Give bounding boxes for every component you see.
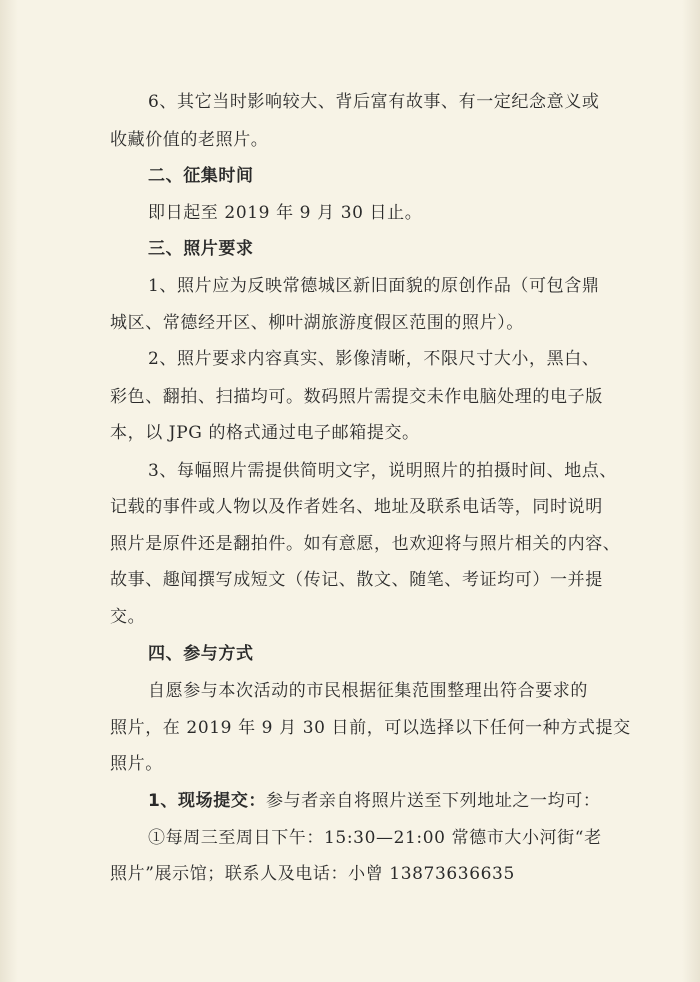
onsite-address-line1: ①每周三至周日下午：15:30—21:00 常德市大小河街“老: [148, 828, 602, 848]
para-item-6-line1: 6、其它当时影响较大、背后富有故事、有一定纪念意义或: [148, 92, 600, 112]
requirement-3-line3: 照片是原件还是翻拍件。如有意愿，也欢迎将与照片相关的内容、: [110, 534, 621, 554]
onsite-address-line2: 照片”展示馆；联系人及电话：小曾 13873636635: [110, 864, 515, 884]
requirement-2-line1: 2、照片要求内容真实、影像清晰，不限尺寸大小，黑白、: [148, 349, 600, 369]
requirement-3-line5: 交。: [110, 607, 146, 627]
onsite-submission-line: [148, 789, 600, 813]
participation-line1: 自愿参与本次活动的市民根据征集范围整理出符合要求的: [148, 681, 588, 701]
requirement-2-line2: 彩色、翻拍、扫描均可。数码照片需提交未作电脑处理的电子版: [110, 387, 603, 407]
requirement-1-line1: 1、照片应为反映常德城区新旧面貌的原创作品（可包含鼎: [148, 276, 600, 296]
collection-time-text: 即日起至 2019 年 9 月 30 日止。: [148, 203, 423, 223]
participation-line2: 照片，在 2019 年 9 月 30 日前，可以选择以下任何一种方式提交: [110, 718, 631, 738]
section-heading-participation: 四、参与方式: [148, 644, 254, 664]
requirement-3-line2: 记载的事件或人物以及作者姓名、地址及联系电话等，同时说明: [110, 497, 603, 517]
section-heading-collection-time: 二、征集时间: [148, 166, 254, 186]
onsite-submission-label: 1、现场提交：: [148, 791, 267, 811]
onsite-submission-text: 参与者亲自将照片送至下列地址之一均可：: [266, 791, 601, 811]
requirement-3-line4: 故事、趣闻撰写成短文（传记、散文、随笔、考证均可）一并提: [110, 570, 603, 590]
requirement-3-line1: 3、每幅照片需提供简明文字，说明照片的拍摄时间、地点、: [148, 461, 618, 481]
participation-line3: 照片。: [110, 754, 163, 774]
para-item-6-line2: 收藏价值的老照片。: [110, 130, 269, 150]
section-heading-photo-requirements: 三、照片要求: [148, 239, 254, 259]
requirement-1-line2: 城区、常德经开区、柳叶湖旅游度假区范围的照片）。: [110, 313, 524, 333]
requirement-2-line3: 本，以 JPG 的格式通过电子邮箱提交。: [110, 423, 420, 443]
